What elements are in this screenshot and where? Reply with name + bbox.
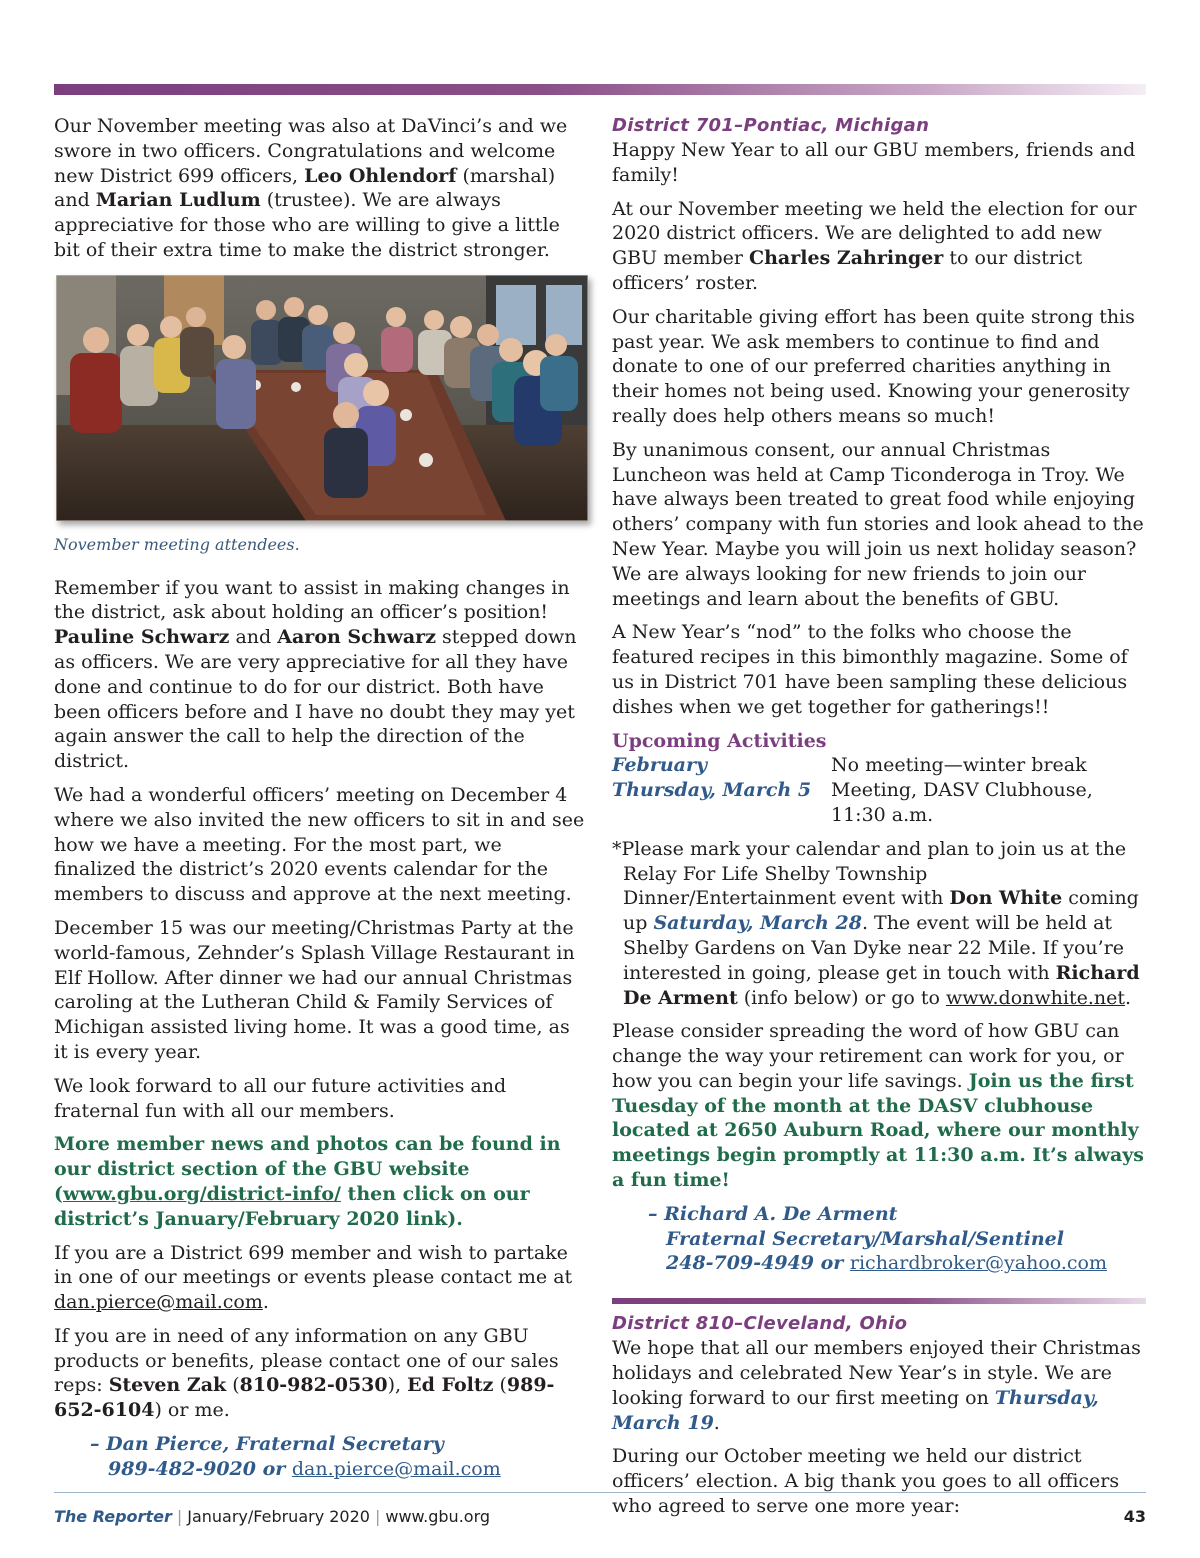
signature-phone: 989-482-9020 or: [108, 1457, 292, 1480]
meeting-photo: [56, 275, 588, 521]
paragraph-spread-word: Please consider spreading the word of how GBU can change the way your retirement can work for you, or how you can begin your life savings. Join us the first Tuesday of the month at the DASV clubhouse located at 2650 Auburn Road, where our monthly meetings begin promptly at 11:30 a.m. It’s always a fun time!: [612, 1020, 1144, 1192]
paragraph-november-meeting: Our November meeting was also at DaVinci’s and we swore in two officers. Congratulations and welcome new District 699 officers, Leo Ohlendorf (marshal) and Marian Ludlum (trustee). We are always appreciative for those who are willing to give a little bit of their extra time to make the district stronger.: [54, 115, 568, 261]
donwhite-link[interactable]: www.donwhite.net: [945, 986, 1125, 1009]
top-accent-bar: [54, 84, 1146, 95]
gbu-district-link[interactable]: www.gbu.org/district-info/: [63, 1182, 341, 1205]
signature-name: – Dan Pierce, Fraternal Secretary: [90, 1433, 444, 1456]
site-link[interactable]: www.gbu.org: [385, 1507, 491, 1526]
activity-date: February: [612, 754, 708, 777]
activity-text: No meeting—winter break: [831, 754, 1087, 777]
signature-name: – Richard A. De Arment: [648, 1202, 898, 1225]
paragraph-officers-meeting: We had a wonderful officers’ meeting on December 4 where we also invited the new officers to sit in and see how we have a meeting. For the most part, we finalized the district’s 2020 events calendar for the members to discuss and approve at the next meeting.: [54, 783, 585, 906]
page-number: 43: [1123, 1507, 1146, 1526]
paragraph-charitable-giving: Our charitable giving effort has been quite strong this past year. We ask members to continue to find and donate to one of our preferred charities anything in their homes not being used. Knowing your generosity really does help others means so much!: [612, 305, 1135, 427]
signature-email-link[interactable]: dan.pierce@mail.com: [291, 1457, 501, 1480]
activity-text: Meeting, DASV Clubhouse, 11:30 a.m.: [831, 779, 1093, 826]
paragraph-election: At our November meeting we held the election for our 2020 district officers. We are delighted to add new GBU member Charles Zahringer to our district officers’ roster.: [612, 197, 1137, 294]
paragraph-october-election: During our October meeting we held our district officers’ election. A big thank you goes to all officers who agreed to serve one more year:: [612, 1445, 1120, 1518]
district-701-header: District 701–Pontiac, Michigan: [612, 115, 930, 136]
footer-rule: [54, 1492, 1146, 1493]
district-810-header: District 810–Cleveland, Ohio: [612, 1313, 908, 1335]
signature-email-link[interactable]: richardbroker@yahoo.com: [849, 1252, 1108, 1275]
photo-caption: November meeting attendees.: [54, 534, 300, 554]
paragraph-officer-positions: Remember if you want to assist in making changes in the district, ask about holding an officer’s position! Pauline Schwarz and Aaron Schwarz stepped down as officers. We are very appreciative for all they have done and continue to do for our district. Both have been officers before and I have no doubt they may yet again answer the call to help the direction of the district.: [54, 576, 577, 773]
signature-title: Fraternal Secretary/Marshal/Sentinel: [666, 1227, 1064, 1250]
paragraph-luncheon: By unanimous consent, our annual Christmas Luncheon was held at Camp Ticonderoga in Troy. We have always been treated to great food while enjoying others’ company with fun stories and look ahead to the New Year. Maybe you will join us next holiday season? We are always looking for new friends to join our meetings and learn about the benefits of GBU.: [612, 438, 1144, 610]
section-divider: [612, 1298, 1146, 1304]
right-column: [612, 114, 1146, 1528]
paragraph-christmas-wishes: We hope that all our members enjoyed their Christmas holidays and celebrated New Year’s in style. We are looking forward to our first meeting on Thursday, March 19.: [612, 1337, 1141, 1434]
magazine-title: The Reporter: [54, 1507, 172, 1526]
signature-dan-pierce: [90, 1432, 588, 1482]
page-footer: The Reporter | January/February 2020 | www.gbu.org 43: [54, 1507, 1146, 1526]
activity-date: Thursday, March 5: [612, 779, 812, 802]
paragraph-sales-reps: If you are in need of any information on any GBU products or benefits, please contact one of our sales reps: Steven Zak (810-982-0530), Ed Foltz (989-652-6104) or me.: [54, 1324, 559, 1422]
paragraph-happy-new-year: Happy New Year to all our GBU members, friends and family!: [612, 139, 1136, 186]
activity-row: [612, 753, 1146, 778]
paragraph-future-activities: We look forward to all our future activities and fraternal fun with all our members.: [54, 1074, 507, 1122]
signature-phone: 248-709-4949 or: [666, 1252, 850, 1275]
paragraph-christmas-party: December 15 was our meeting/Christmas Party at the world-famous, Zehnder’s Splash Village Restaurant in Elf Hollow. After dinner we had our annual Christmas caroling at the Lutheran Child & Family Services of Michigan assisted living home. It was a good time, as it is every year.: [54, 916, 575, 1063]
email-link[interactable]: dan.pierce@mail.com: [54, 1291, 263, 1314]
issue-date: January/February 2020: [187, 1507, 370, 1526]
paragraph-contact: If you are a District 699 member and wish to partake in one of our meetings or events please contact me at dan.pierce@mail.com.: [54, 1241, 573, 1314]
paragraph-recipes: A New Year’s “nod” to the folks who choose the featured recipes in this bimonthly magazine. Some of us in District 701 have been sampling these delicious dishes when we get together for gatherings!!: [612, 621, 1128, 718]
activity-row: [612, 778, 1146, 828]
signature-richard-de-arment: [648, 1202, 1146, 1276]
upcoming-activities-title: Upcoming Activities: [612, 729, 827, 752]
left-column: [54, 114, 588, 1482]
paragraph-website-news: More member news and photos can be found in our district section of the GBU website (www.gbu.org/district-info/ then click on our district’s January/February 2020 link).: [54, 1133, 561, 1230]
paragraph-relay-note: *Please mark your calendar and plan to join us at the Relay For Life Shelby Township Dinner/Entertainment event with Don White coming up Saturday, March 28. The event will be held at Shelby Gardens on Van Dyke near 22 Mile. If you’re interested in going, please get in touch with Richard De Arment (info below) or go to www.donwhite.net.: [612, 837, 1140, 1009]
